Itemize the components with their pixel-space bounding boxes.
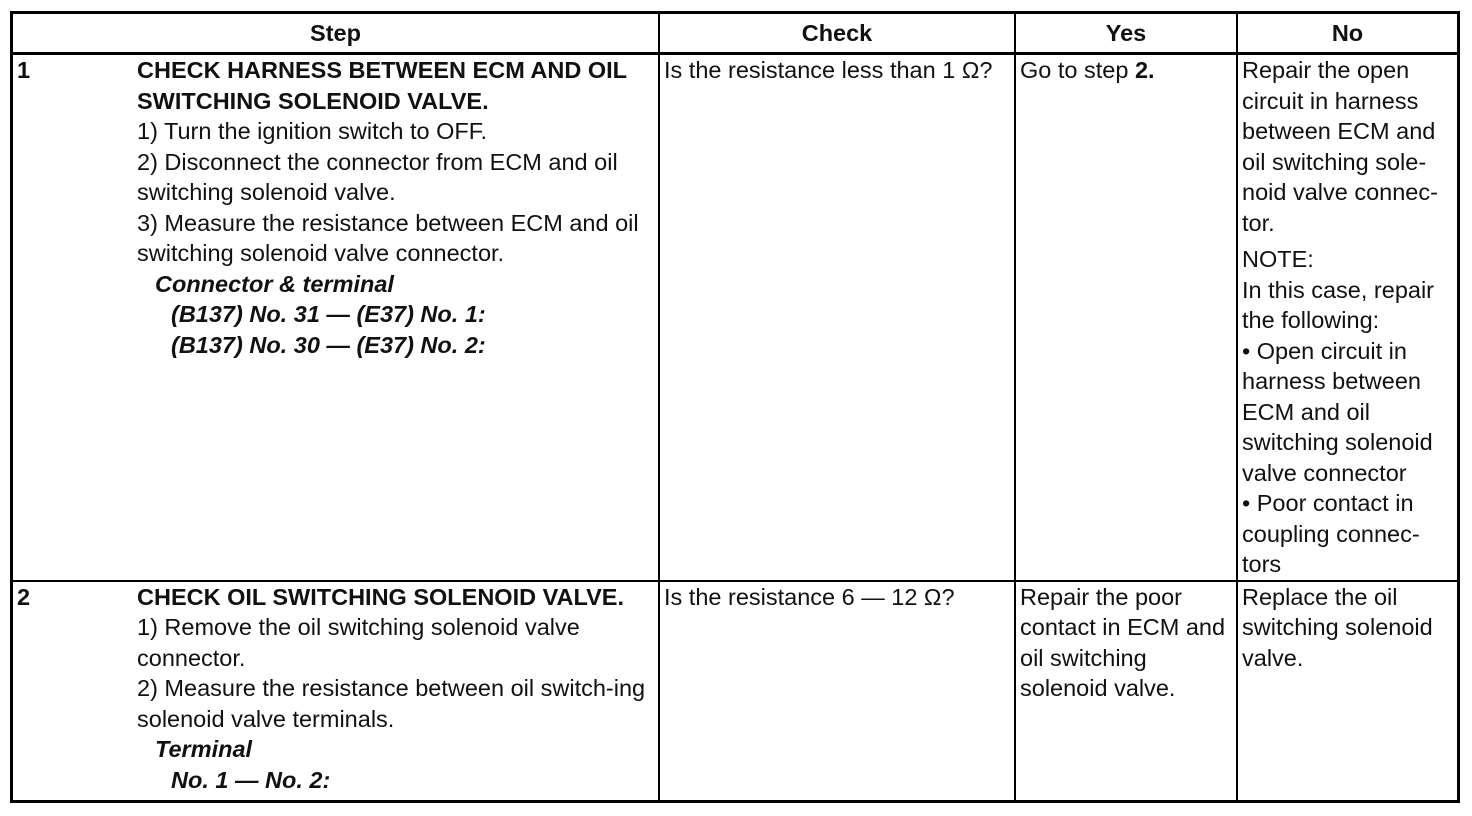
yes-cell xyxy=(1015,54,1237,581)
no-cell xyxy=(1237,54,1459,581)
instruction: 2) Measure the resistance between oil switch-ing solenoid valve terminals. xyxy=(137,675,646,732)
instruction: 2) Disconnect the connector from ECM and oil switching solenoid valve. xyxy=(137,148,618,205)
table-row xyxy=(12,581,1459,802)
note-label: NOTE: xyxy=(1242,246,1314,272)
instruction: 1) Turn the ignition switch to OFF. xyxy=(137,118,488,144)
spec-value: (B137) No. 30 — (E37) No. 2: xyxy=(171,331,486,358)
note-bullet: • Open circuit in harness between ECM and oil switching solenoid valve connector xyxy=(1242,337,1433,486)
yes-text: Go to step xyxy=(1020,57,1135,83)
header-no: No xyxy=(1237,13,1459,54)
spec-value: (B137) No. 31 — (E37) No. 1: xyxy=(171,301,486,327)
diagnostic-table xyxy=(10,11,1460,803)
step-number: 2 xyxy=(17,583,31,610)
header-check: Check xyxy=(659,13,1015,54)
step-cell xyxy=(12,54,660,581)
check-cell: Is the resistance 6 — 12 Ω? xyxy=(659,581,1015,802)
note-bullet: • Poor contact in coupling connec-tors xyxy=(1242,490,1420,577)
table-row xyxy=(12,54,1459,581)
no-text: Repair the open circuit in harness between ECM and oil switching sole-noid valve connec-tor. xyxy=(1242,57,1438,236)
step-cell xyxy=(12,581,660,802)
note-text: In this case, repair the following: xyxy=(1242,276,1435,333)
spec-value: No. 1 — No. 2: xyxy=(171,766,331,793)
spec-label: Connector & terminal xyxy=(155,270,394,297)
header-yes: Yes xyxy=(1015,13,1237,54)
step-title: CHECK HARNESS BETWEEN ECM AND OIL SWITCHING SOLENOID VALVE. xyxy=(137,57,627,114)
instruction: 3) Measure the resistance between ECM and oil switching solenoid valve connector. xyxy=(137,209,639,266)
header-step: Step xyxy=(12,13,660,54)
check-cell: Is the resistance less than 1 Ω? xyxy=(659,54,1015,581)
yes-cell: Repair the poor contact in ECM and oil switching solenoid valve. xyxy=(1015,581,1237,802)
header-row xyxy=(12,13,1459,54)
instruction: 1) Remove the oil switching solenoid valve connector. xyxy=(137,614,580,671)
spec-label: Terminal xyxy=(155,736,253,762)
no-cell: Replace the oil switching solenoid valve. xyxy=(1237,581,1459,802)
step-title: CHECK OIL SWITCHING SOLENOID VALVE. xyxy=(137,583,624,610)
step-number: 1 xyxy=(17,57,31,83)
yes-step-link: 2. xyxy=(1134,57,1155,83)
